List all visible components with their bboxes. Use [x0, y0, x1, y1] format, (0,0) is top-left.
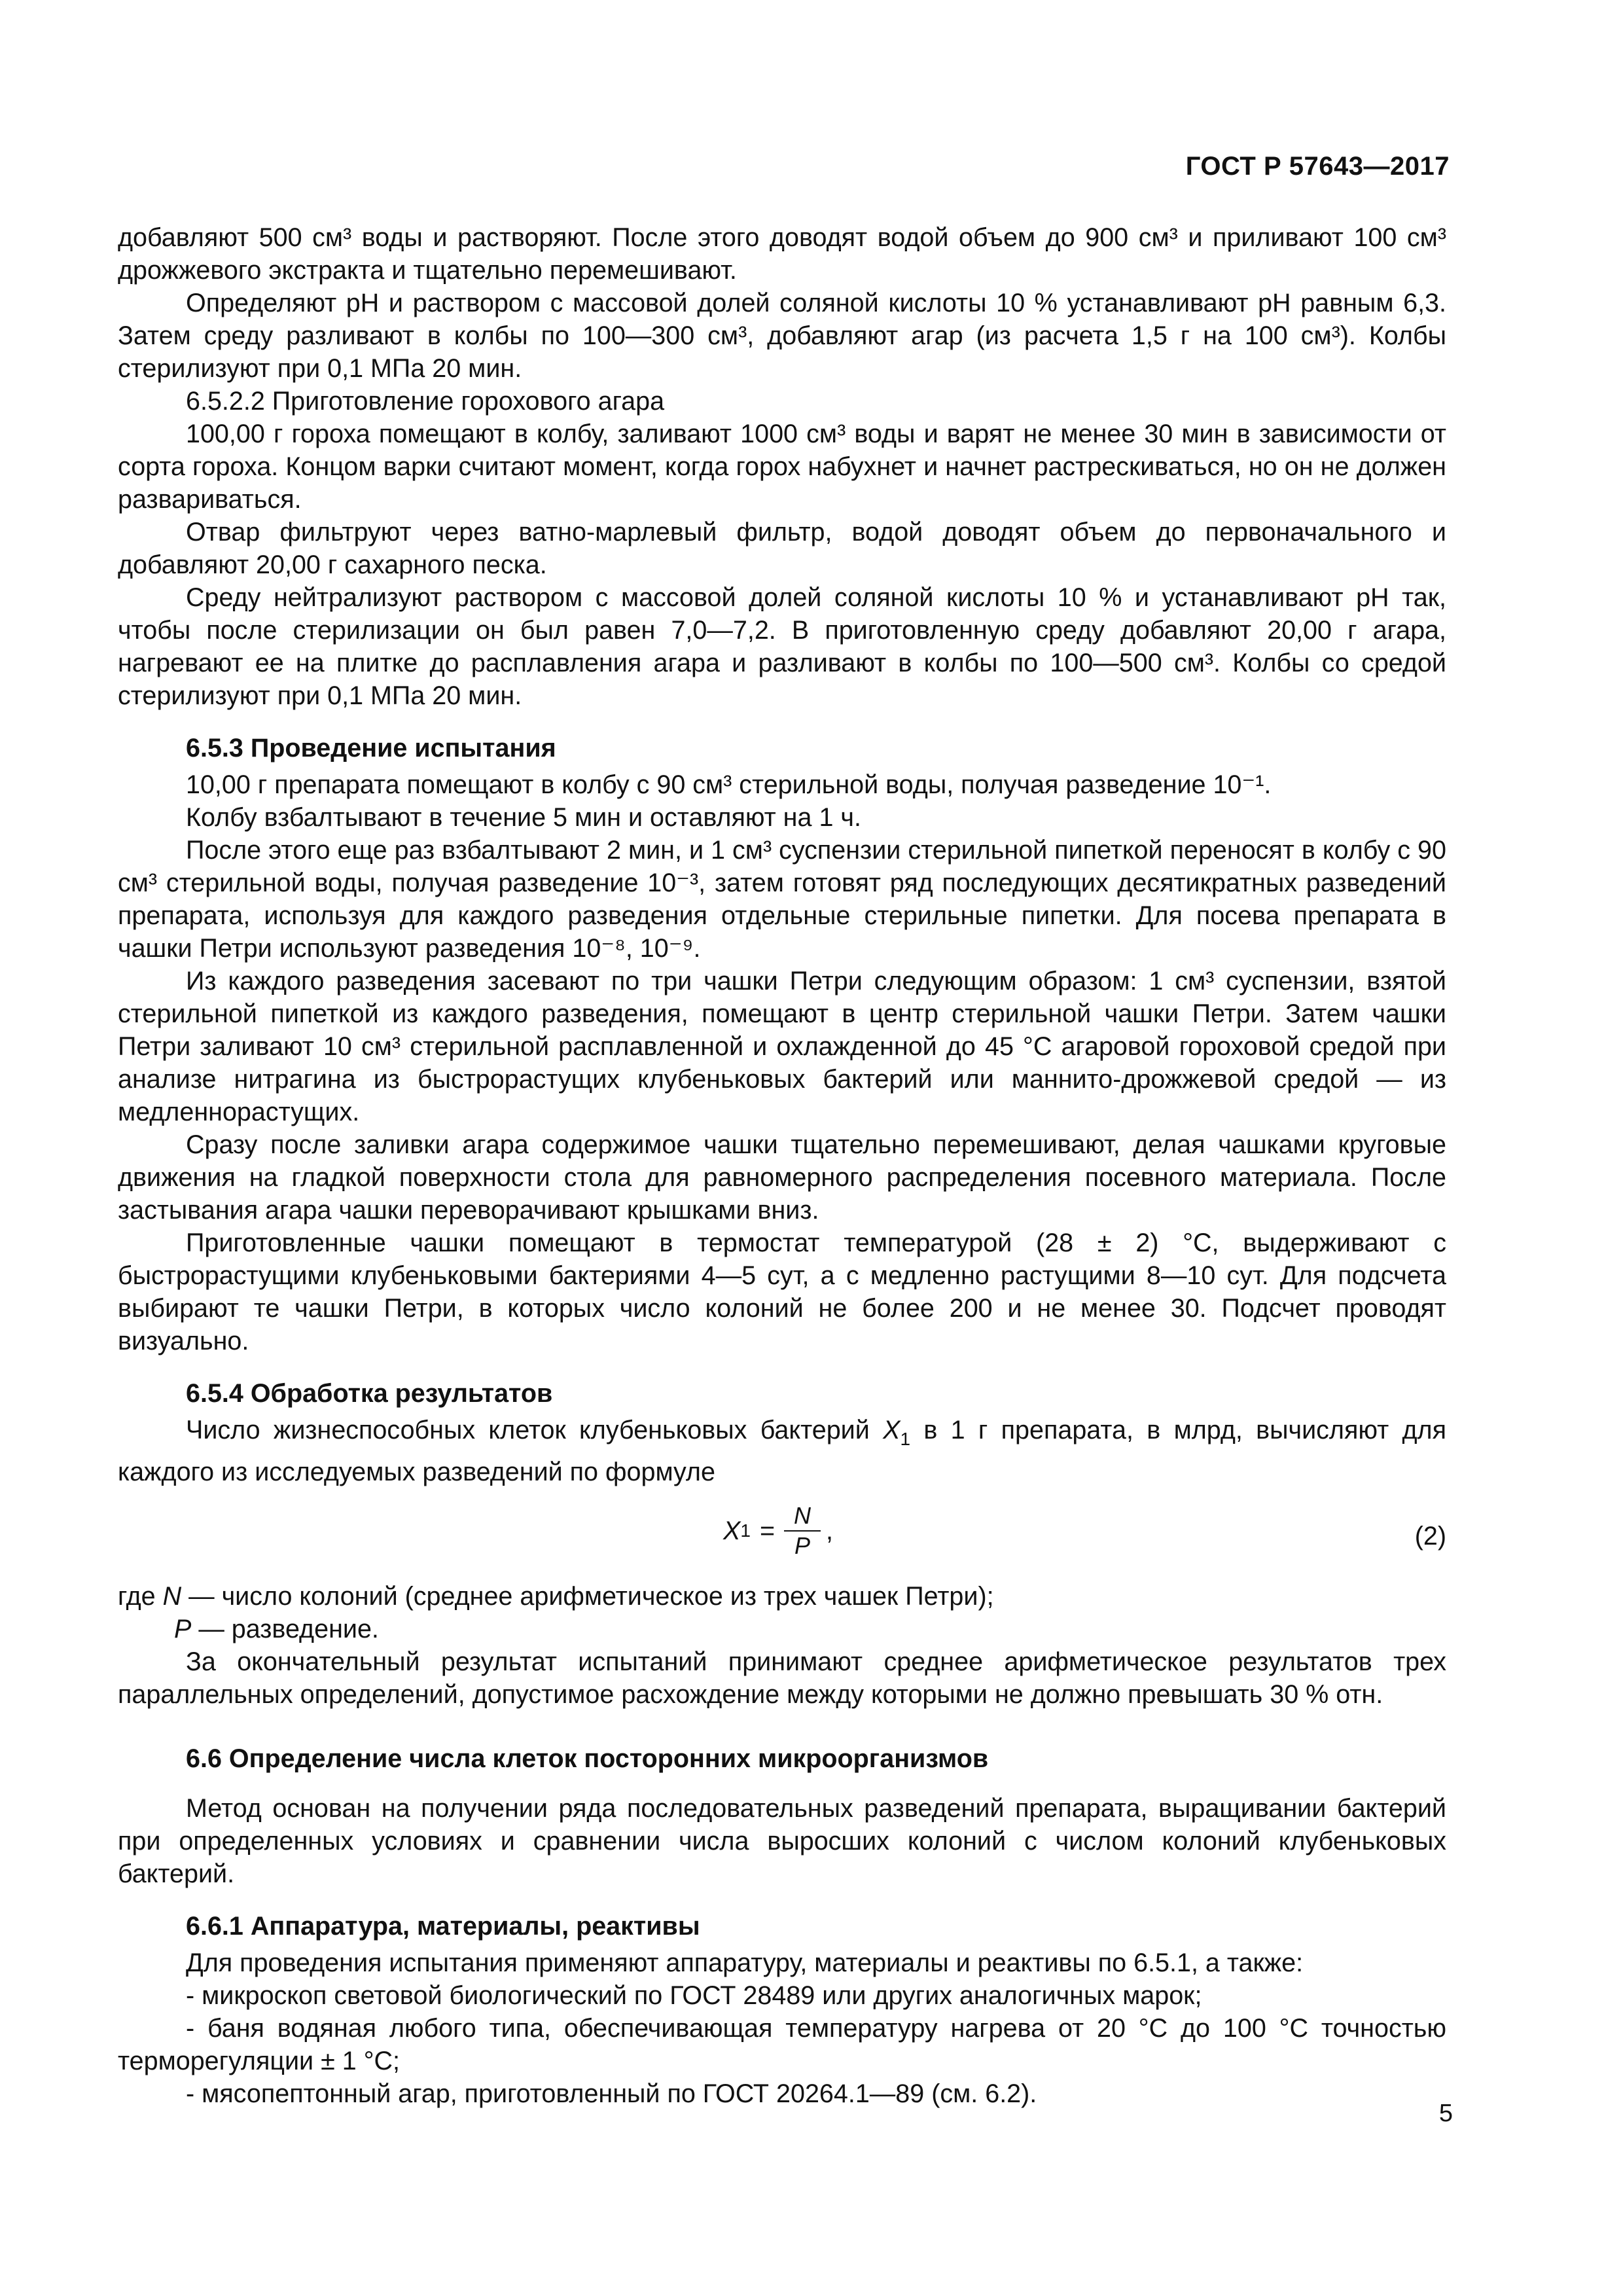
paragraph: Колбу взбалтывают в течение 5 мин и оставляют на 1 ч.: [186, 803, 861, 832]
list-item: - мясопептонный агар, приготовленный по ГОСТ 20264.1—89 (см. 6.2).: [186, 2079, 1037, 2108]
where-variable-n: N: [162, 1582, 182, 1611]
variable-subscript: 1: [900, 1429, 911, 1449]
formula: [723, 1503, 833, 1559]
page-number: 5: [1438, 2100, 1453, 2127]
section-heading: 6.6 Определение числа клеток посторонних микроорганизмов: [186, 1744, 989, 1773]
intro-text: в 1 г препарата, в млрд, вычисляют для каждого из исследуемых разведений по формуле: [118, 1416, 1446, 1486]
section-heading: 6.5.4 Обработка результатов: [186, 1379, 553, 1408]
formula-number: (2): [1414, 1522, 1446, 1551]
paragraph: После этого еще раз взбалтывают 2 мин, и 1 см³ суспензии стерильной пипеткой переносят в колбу с 90 см³ стерильной воды, получая разведение 10⁻³, затем готовят ряд последующих десятикратных разведений препарата, используя для каждого разведения отдельные стерильные пипетки. Для посева препарата в чашки Петри используют разведения 10⁻⁸, 10⁻⁹.: [118, 836, 1446, 963]
where-line: [118, 1613, 1446, 1645]
formula-denominator: P: [794, 1532, 811, 1559]
formula-lhs-subscript: 1: [740, 1520, 751, 1541]
paragraph: Приготовленные чашки помещают в термостат температурой (28 ± 2) °С, выдерживают с быстрорастущими клубеньковыми бактериями 4—5 сут, а с медленно растущими 8—10 сут. Для подсчета выбирают те чашки Петри, в которых число колоний не более 200 и не менее 30. Подсчет проводят визуально.: [118, 1229, 1446, 1355]
where-line: [118, 1580, 1446, 1613]
paragraph: За окончательный результат испытаний принимают среднее арифметическое результатов трех параллельных определений, допустимое расхождение между которыми не должно превышать 30 % отн.: [118, 1647, 1446, 1709]
paragraph: Для проведения испытания применяют аппаратуру, материалы и реактивы по 6.5.1, а также:: [186, 1948, 1304, 1977]
paragraph: Сразу после заливки агара содержимое чашки тщательно перемешивают, делая чашками круговые движения на гладкой поверхности стола для равномерного распределения посевного материала. После застывания агара чашки переворачивают крышками вниз.: [118, 1130, 1446, 1225]
formula-lhs: X: [723, 1516, 741, 1545]
formula-numerator: N: [794, 1502, 812, 1529]
where-text: — разведение.: [191, 1615, 379, 1643]
intro-text: Число жизнеспособных клеток клубеньковых бактерий: [186, 1416, 883, 1444]
where-variable-p: P: [174, 1615, 192, 1643]
fraction-bar: [784, 1530, 821, 1532]
paragraph: 100,00 г гороха помещают в колбу, заливают 1000 см³ воды и варят не менее 30 мин в зависимости от сорта гороха. Концом варки считают момент, когда горох набухнет и начнет растрескиваться, но он не должен развариваться.: [118, 420, 1446, 514]
section-heading: 6.6.1 Аппаратура, материалы, реактивы: [186, 1912, 700, 1941]
formula-comma: ,: [826, 1516, 833, 1545]
paragraph: Среду нейтрализуют раствором с массовой долей соляной кислоты 10 % и устанавливают pH так, чтобы после стерилизации он был равен 7,0—7,2. В приготовленную среду добавляют 20,00 г агара, нагревают ее на плитке до расплавления агара и разливают в колбы по 100—500 см³. Колбы со средой стерилизуют при 0,1 МПа 20 мин.: [118, 583, 1446, 710]
list-item: - микроскоп световой биологический по ГОСТ 28489 или других аналогичных марок;: [186, 1981, 1202, 2010]
formula-row: [118, 1491, 1446, 1576]
where-prefix: где: [118, 1582, 163, 1611]
formula-equals: =: [759, 1516, 776, 1545]
variable-x: X: [883, 1416, 901, 1444]
document-body: [118, 221, 1446, 2110]
paragraph: 10,00 г препарата помещают в колбу с 90 см³ стерильной воды, получая разведение 10⁻¹.: [186, 770, 1272, 799]
paragraph: Определяют pH и раствором с массовой долей соляной кислоты 10 % устанавливают pH равным 6,3. Затем среду разливают в колбы по 100—300 см³, добавляют агар (из расчета 1,5 г на 100 см³). Колбы стерилизуют при 0,1 МПа 20 мин.: [118, 289, 1446, 383]
subsection-title: 6.5.2.2 Приготовление горохового агара: [186, 387, 665, 416]
paragraph: Из каждого разведения засевают по три чашки Петри следующим образом: 1 см³ суспензии, взятой стерильной пипеткой из каждого разведения, помещают в центр стерильной чашки Петри. Затем чашки Петри заливают 10 см³ стерильной расплавленной и охлажденной до 45 °С агаровой гороховой средой при анализе нитрагина из быстрорастущих клубеньковых бактерий или маннито-дрожжевой средой — из медленнорастущих.: [118, 967, 1446, 1126]
formula-fraction: [784, 1503, 821, 1559]
section-heading: 6.5.3 Проведение испытания: [186, 734, 556, 762]
list-item: - баня водяная любого типа, обеспечивающая температуру нагрева от 20 °С до 100 °С точностью терморегуляции ± 1 °С;: [118, 2014, 1446, 2075]
paragraph: Отвар фильтруют через ватно-марлевый фильтр, водой доводят объем до первоначального и добавляют 20,00 г сахарного песка.: [118, 518, 1446, 579]
paragraph: Метод основан на получении ряда последовательных разведений препарата, выращивании бактерий при определенных условиях и сравнении числа выросших колоний с числом колоний клубеньковых бактерий.: [118, 1794, 1446, 1888]
where-text: — число колоний (среднее арифметическое из трех чашек Петри);: [181, 1582, 994, 1611]
document-header: ГОСТ Р 57643—2017: [1185, 152, 1450, 181]
paragraph: [118, 1414, 1446, 1488]
paragraph: добавляют 500 см³ воды и растворяют. После этого доводят водой объем до 900 см³ и приливают 100 см³ дрожжевого экстракта и тщательно перемешивают.: [118, 223, 1446, 285]
